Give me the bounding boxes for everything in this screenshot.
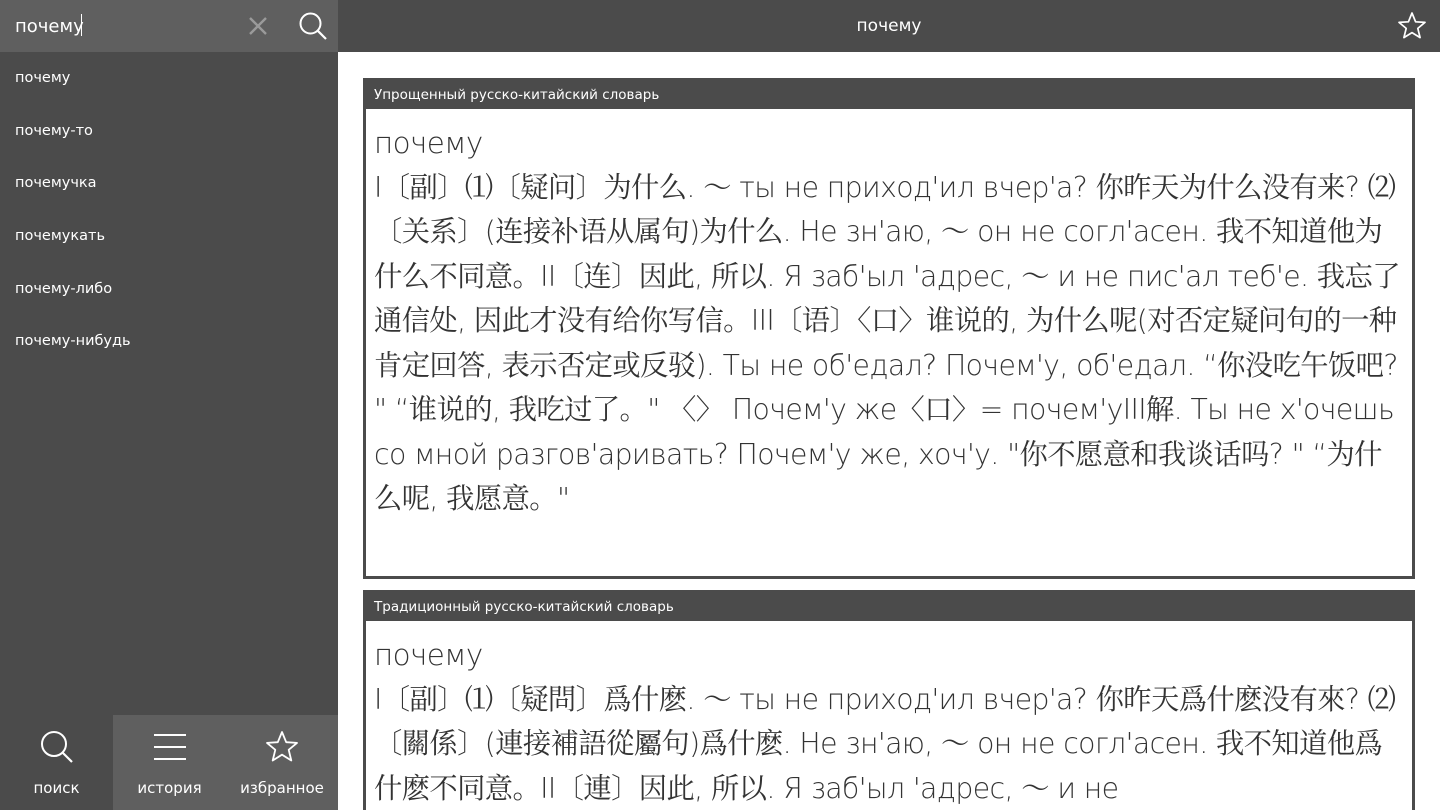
dictionary-entry [366,621,1412,810]
text-caret [81,14,82,36]
nav-history-button[interactable] [113,715,226,810]
dictionary-entry [366,109,1412,522]
dictionary-card [363,78,1415,579]
dictionary-card [363,590,1415,810]
nav-favorites-button[interactable] [226,715,338,810]
menu-icon [152,729,188,765]
entry-headword: почему [374,126,483,160]
dictionary-title: Традиционный русско-китайский словарь [366,593,1412,621]
entry-text: I〔副〕⑴〔疑问〕为什么. ～ ты не приход'ил вчер'а? 你昨天为什么没有来? ⑵〔关系〕(连接补语从属句)为什么. Не зн'аю, ～ он не согл'асен. 我不知道他为什么不同意。II〔连〕因此, 所以. Я заб'ыл 'адрес, ～ и не пис'ал теб'е. 我忘了通信处, 因此才没有给你写信。III〔语〕〈口〉谁说的, 为什么呢(对否定疑问句的一种肯定回答, 表示否定或反驳). Ты не об'едал? Почем'у, об'едал. “你没吃午饭吧? " “谁说的, 我吃过了。" 〈〉 Почем'у же〈口〉= почем'уIII解. Ты не х'очешь со мной разгов'аривать? Почем'у же, хоч'у. "你不愿意和我谈话吗? " “为什么呢, 我愿意。" [374,170,1400,515]
list-item[interactable]: почему-либо [15,280,113,297]
nav-history-label: история [137,779,202,797]
page-title: почему [856,16,922,36]
search-icon [298,11,328,41]
clear-button[interactable] [240,8,276,44]
search-icon [39,729,75,765]
list-item[interactable]: почему [15,70,71,87]
results-list [0,52,338,368]
star-icon [264,729,300,765]
list-item[interactable]: почемучка [15,175,97,192]
sidebar [0,0,338,810]
entry-text: I〔副〕⑴〔疑問〕爲什麽. ～ ты не приход'ил вчер'а? 你昨天爲什麽没有來? ⑵〔關係〕(連接補語從屬句)爲什麽. Не зн'аю, ～ он не согл'асен. 我不知道他爲什麽不同意。II〔連〕因此, 所以. Я заб'ыл 'адрес, ～ и не [374,682,1396,805]
dictionary-content[interactable] [338,52,1440,810]
close-icon [248,16,268,36]
list-item[interactable]: почему-нибудь [15,333,131,350]
nav-search-label: поиск [33,779,80,797]
nav-favorites-label: избранное [240,779,324,797]
top-header [338,0,1440,52]
dictionary-title: Упрощенный русско-китайский словарь [366,81,1412,109]
nav-search-button[interactable] [0,715,113,810]
star-icon [1397,11,1427,41]
search-bar [0,0,338,52]
entry-headword: почему [374,638,483,672]
list-item[interactable]: почемукать [15,228,105,245]
search-button[interactable] [293,6,333,46]
add-favorite-button[interactable] [1394,8,1430,44]
bottom-nav [0,715,338,810]
search-input[interactable] [0,0,240,52]
list-item[interactable]: почему-то [15,122,93,139]
